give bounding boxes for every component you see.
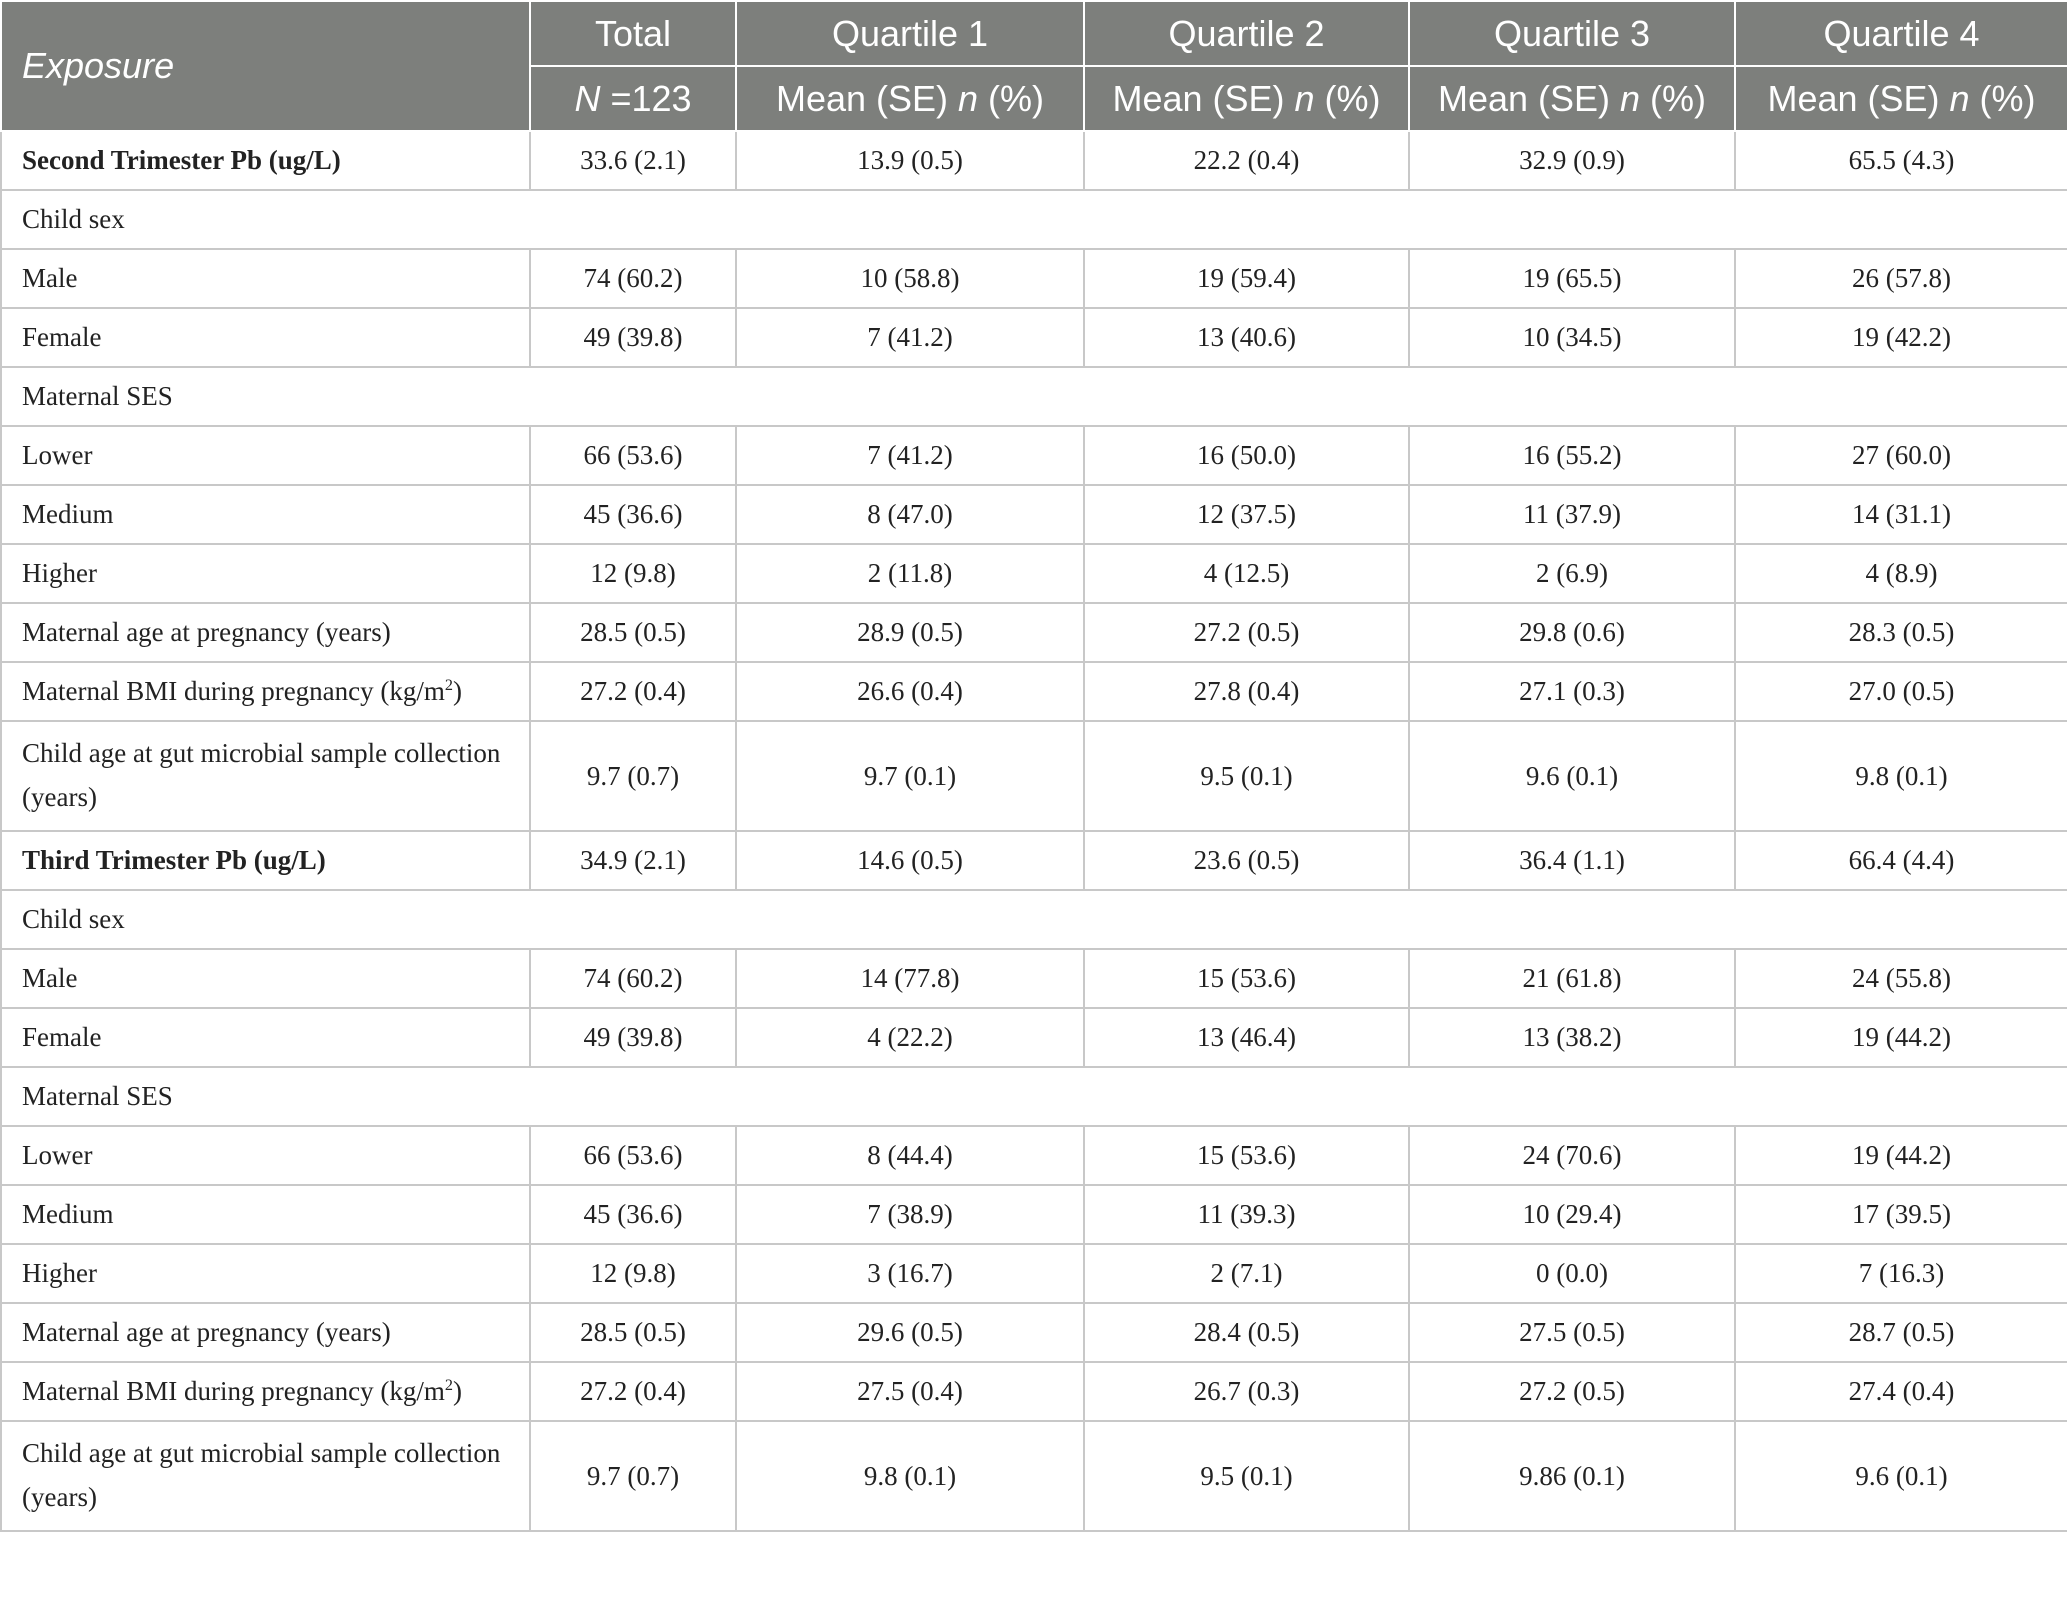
value-cell: 11 (37.9) (1409, 485, 1735, 544)
value-cell: 66.4 (4.4) (1735, 831, 2067, 890)
row-label-suffix: ) (452, 1375, 462, 1406)
table-row (1, 1126, 2067, 1185)
table-row (1, 544, 2067, 603)
table-row (1, 1303, 2067, 1362)
value-cell: 28.9 (0.5) (736, 603, 1084, 662)
value-cell: 10 (34.5) (1409, 308, 1735, 367)
value-cell: 14.6 (0.5) (736, 831, 1084, 890)
value-cell: 7 (38.9) (736, 1185, 1084, 1244)
value-cell: 45 (36.6) (530, 485, 736, 544)
row-label: Maternal age at pregnancy (years) (1, 1303, 530, 1362)
value-cell: 15 (53.6) (1084, 949, 1409, 1008)
value-cell: 26.6 (0.4) (736, 662, 1084, 721)
value-cell: 11 (39.3) (1084, 1185, 1409, 1244)
value-cell: 2 (6.9) (1409, 544, 1735, 603)
table-row (1, 949, 2067, 1008)
table-row (1, 426, 2067, 485)
value-cell: 28.5 (0.5) (530, 603, 736, 662)
stat-n: n (1949, 77, 1970, 119)
table-row (1, 1362, 2067, 1421)
value-cell: 19 (65.5) (1409, 249, 1735, 308)
row-label: Lower (1, 426, 530, 485)
table-row (1, 249, 2067, 308)
stat-suffix: (%) (1969, 77, 2036, 119)
stat-suffix: (%) (1314, 77, 1381, 119)
value-cell: 4 (12.5) (1084, 544, 1409, 603)
col-header-quartile-3: Quartile 3 (1409, 1, 1735, 66)
unit-superscript: 2 (444, 1375, 453, 1394)
table-row (1, 367, 2067, 426)
stat-suffix: (%) (978, 77, 1045, 119)
value-cell: 36.4 (1.1) (1409, 831, 1735, 890)
value-cell: 27.8 (0.4) (1084, 662, 1409, 721)
value-cell: 26 (57.8) (1735, 249, 2067, 308)
value-cell: 4 (22.2) (736, 1008, 1084, 1067)
value-cell: 24 (55.8) (1735, 949, 2067, 1008)
row-label: Child sex (1, 890, 2067, 949)
value-cell: 7 (16.3) (1735, 1244, 2067, 1303)
table-row (1, 1421, 2067, 1531)
value-cell: 29.6 (0.5) (736, 1303, 1084, 1362)
value-cell: 2 (11.8) (736, 544, 1084, 603)
value-cell: 32.9 (0.9) (1409, 131, 1735, 190)
table-row (1, 603, 2067, 662)
col-header-quartile-1: Quartile 1 (736, 1, 1084, 66)
table-row (1, 308, 2067, 367)
row-label: Child sex (1, 190, 2067, 249)
row-label: Female (1, 1008, 530, 1067)
value-cell: 7 (41.2) (736, 426, 1084, 485)
value-cell: 49 (39.8) (530, 1008, 736, 1067)
value-cell: 28.3 (0.5) (1735, 603, 2067, 662)
value-cell: 23.6 (0.5) (1084, 831, 1409, 890)
value-cell: 2 (7.1) (1084, 1244, 1409, 1303)
row-label: Medium (1, 485, 530, 544)
stat-prefix: Mean (SE) (775, 77, 959, 119)
value-cell: 45 (36.6) (530, 1185, 736, 1244)
row-label-suffix: ) (452, 675, 462, 706)
value-cell: 19 (42.2) (1735, 308, 2067, 367)
stat-n: n (1294, 77, 1315, 119)
table-row (1, 1067, 2067, 1126)
value-cell: 24 (70.6) (1409, 1126, 1735, 1185)
value-cell: 27.0 (0.5) (1735, 662, 2067, 721)
stat-prefix: Mean (SE) (1112, 77, 1295, 119)
row-label (1, 1362, 530, 1421)
col-header-total: Total (530, 1, 736, 66)
row-label-text: Maternal BMI during pregnancy (kg/m (22, 1375, 445, 1406)
value-cell: 28.5 (0.5) (530, 1303, 736, 1362)
unit-superscript: 2 (444, 675, 453, 694)
value-cell: 3 (16.7) (736, 1244, 1084, 1303)
value-cell: 27 (60.0) (1735, 426, 2067, 485)
value-cell: 12 (9.8) (530, 544, 736, 603)
value-cell: 9.7 (0.7) (530, 721, 736, 831)
value-cell: 12 (37.5) (1084, 485, 1409, 544)
value-cell: 27.1 (0.3) (1409, 662, 1735, 721)
stat-header (1084, 66, 1409, 131)
value-cell: 16 (50.0) (1084, 426, 1409, 485)
table-header (1, 1, 2067, 131)
value-cell: 12 (9.8) (530, 1244, 736, 1303)
row-label: Maternal SES (1, 1067, 2067, 1126)
table-row (1, 485, 2067, 544)
value-cell: 19 (59.4) (1084, 249, 1409, 308)
table-row (1, 890, 2067, 949)
value-cell: 9.86 (0.1) (1409, 1421, 1735, 1531)
value-cell: 27.4 (0.4) (1735, 1362, 2067, 1421)
value-cell: 9.8 (0.1) (1735, 721, 2067, 831)
value-cell: 14 (77.8) (736, 949, 1084, 1008)
value-cell: 28.7 (0.5) (1735, 1303, 2067, 1362)
row-label: Female (1, 308, 530, 367)
stat-n: n (1620, 77, 1641, 119)
value-cell: 9.5 (0.1) (1084, 1421, 1409, 1531)
row-label: Higher (1, 544, 530, 603)
row-label (1, 662, 530, 721)
value-cell: 17 (39.5) (1735, 1185, 2067, 1244)
row-label: Higher (1, 1244, 530, 1303)
stat-suffix: (%) (1640, 77, 1707, 119)
value-cell: 74 (60.2) (530, 249, 736, 308)
value-cell: 27.2 (0.5) (1409, 1362, 1735, 1421)
value-cell: 22.2 (0.4) (1084, 131, 1409, 190)
row-label: Child age at gut microbial sample collection (years) (1, 721, 530, 831)
row-label: Maternal age at pregnancy (years) (1, 603, 530, 662)
total-n-header (530, 66, 736, 131)
value-cell: 27.5 (0.5) (1409, 1303, 1735, 1362)
value-cell: 27.2 (0.4) (530, 1362, 736, 1421)
row-label: Maternal SES (1, 367, 2067, 426)
value-cell: 4 (8.9) (1735, 544, 2067, 603)
value-cell: 14 (31.1) (1735, 485, 2067, 544)
row-label: Second Trimester Pb (ug/L) (1, 131, 530, 190)
value-cell: 9.7 (0.7) (530, 1421, 736, 1531)
total-n-symbol: N (574, 77, 601, 119)
value-cell: 7 (41.2) (736, 308, 1084, 367)
value-cell: 19 (44.2) (1735, 1008, 2067, 1067)
value-cell: 28.4 (0.5) (1084, 1303, 1409, 1362)
value-cell: 10 (58.8) (736, 249, 1084, 308)
value-cell: 9.7 (0.1) (736, 721, 1084, 831)
value-cell: 33.6 (2.1) (530, 131, 736, 190)
value-cell: 19 (44.2) (1735, 1126, 2067, 1185)
table-row (1, 662, 2067, 721)
value-cell: 27.5 (0.4) (736, 1362, 1084, 1421)
row-label: Lower (1, 1126, 530, 1185)
table-row (1, 1185, 2067, 1244)
row-label: Male (1, 249, 530, 308)
col-header-quartile-4: Quartile 4 (1735, 1, 2067, 66)
row-label: Child age at gut microbial sample collection (years) (1, 1421, 530, 1531)
value-cell: 9.5 (0.1) (1084, 721, 1409, 831)
value-cell: 27.2 (0.4) (530, 662, 736, 721)
value-cell: 9.6 (0.1) (1409, 721, 1735, 831)
value-cell: 8 (44.4) (736, 1126, 1084, 1185)
value-cell: 29.8 (0.6) (1409, 603, 1735, 662)
stat-header (736, 66, 1084, 131)
table-row (1, 1244, 2067, 1303)
value-cell: 66 (53.6) (530, 426, 736, 485)
stat-prefix: Mean (SE) (1767, 77, 1950, 119)
total-n-value: =123 (600, 77, 692, 119)
value-cell: 15 (53.6) (1084, 1126, 1409, 1185)
value-cell: 13 (46.4) (1084, 1008, 1409, 1067)
stat-header (1735, 66, 2067, 131)
stat-n: n (958, 77, 979, 119)
value-cell: 9.8 (0.1) (736, 1421, 1084, 1531)
value-cell: 74 (60.2) (530, 949, 736, 1008)
value-cell: 26.7 (0.3) (1084, 1362, 1409, 1421)
value-cell: 0 (0.0) (1409, 1244, 1735, 1303)
row-label: Medium (1, 1185, 530, 1244)
value-cell: 49 (39.8) (530, 308, 736, 367)
value-cell: 21 (61.8) (1409, 949, 1735, 1008)
value-cell: 13.9 (0.5) (736, 131, 1084, 190)
table-row (1, 131, 2067, 190)
table-row (1, 1008, 2067, 1067)
value-cell: 13 (40.6) (1084, 308, 1409, 367)
col-header-quartile-2: Quartile 2 (1084, 1, 1409, 66)
value-cell: 13 (38.2) (1409, 1008, 1735, 1067)
row-label-text: Maternal BMI during pregnancy (kg/m (22, 675, 445, 706)
value-cell: 34.9 (2.1) (530, 831, 736, 890)
value-cell: 16 (55.2) (1409, 426, 1735, 485)
value-cell: 66 (53.6) (530, 1126, 736, 1185)
value-cell: 65.5 (4.3) (1735, 131, 2067, 190)
table-body (1, 131, 2067, 1531)
table-row (1, 721, 2067, 831)
table-row (1, 831, 2067, 890)
value-cell: 8 (47.0) (736, 485, 1084, 544)
row-label: Third Trimester Pb (ug/L) (1, 831, 530, 890)
exposure-header: Exposure (1, 1, 530, 131)
value-cell: 10 (29.4) (1409, 1185, 1735, 1244)
table-row (1, 190, 2067, 249)
row-label: Male (1, 949, 530, 1008)
stat-prefix: Mean (SE) (1437, 77, 1621, 119)
value-cell: 27.2 (0.5) (1084, 603, 1409, 662)
stat-header (1409, 66, 1735, 131)
value-cell: 9.6 (0.1) (1735, 1421, 2067, 1531)
